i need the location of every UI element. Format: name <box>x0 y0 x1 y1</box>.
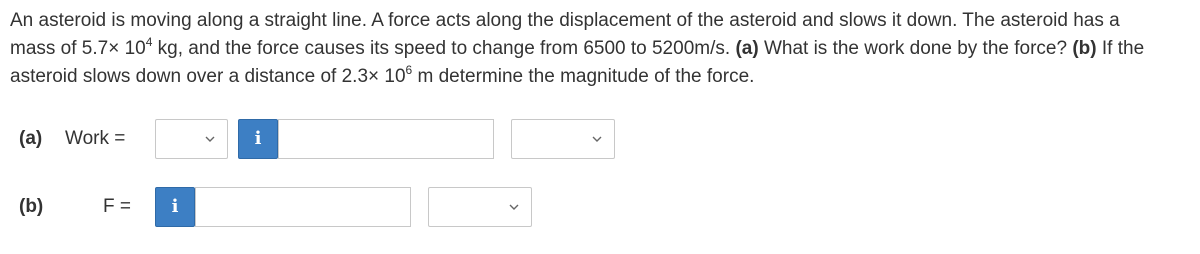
chevron-down-icon <box>203 132 217 146</box>
question-line-3-prefix: asteroid slows down over a distance of 2.3× 10 <box>10 66 406 87</box>
part-b-label: (b) <box>19 196 44 217</box>
question-part-a-tag: (a) <box>735 38 759 59</box>
question-line-1: An asteroid is moving along a straight line. A force acts along the displacement of the asteroid and slows it down. The asteroid has a <box>10 10 1120 31</box>
part-a-row <box>0 119 1200 161</box>
chevron-down-icon <box>507 200 521 214</box>
force-label: F = <box>103 196 131 217</box>
question-mass-exponent: 4 <box>145 34 153 49</box>
work-info-button[interactable] <box>238 119 278 159</box>
question-mass-suffix: kg, and the force causes its speed to change from 6500 to 5200m/s. <box>152 38 736 59</box>
question-text <box>10 7 1190 91</box>
part-a-label: (a) <box>19 128 43 149</box>
question-mass-prefix: mass of 5.7× 10 <box>10 38 146 59</box>
force-answer-input[interactable] <box>195 187 411 227</box>
info-icon: i <box>254 128 262 149</box>
force-info-button[interactable] <box>155 187 195 227</box>
question-part-b-text: If the <box>1096 38 1145 59</box>
work-unit-select[interactable] <box>511 119 615 159</box>
question-part-b-tag: (b) <box>1072 38 1097 59</box>
work-answer-input[interactable] <box>278 119 494 159</box>
part-b-row <box>0 187 1200 229</box>
chevron-down-icon <box>590 132 604 146</box>
question-part-a-text: What is the work done by the force? <box>758 38 1073 59</box>
question-line-3-suffix: m determine the magnitude of the force. <box>412 66 755 87</box>
work-label: Work = <box>65 128 126 149</box>
info-icon: i <box>171 196 179 217</box>
work-sign-select[interactable] <box>155 119 228 159</box>
force-unit-select[interactable] <box>428 187 532 227</box>
question-distance-exponent: 6 <box>405 62 413 77</box>
